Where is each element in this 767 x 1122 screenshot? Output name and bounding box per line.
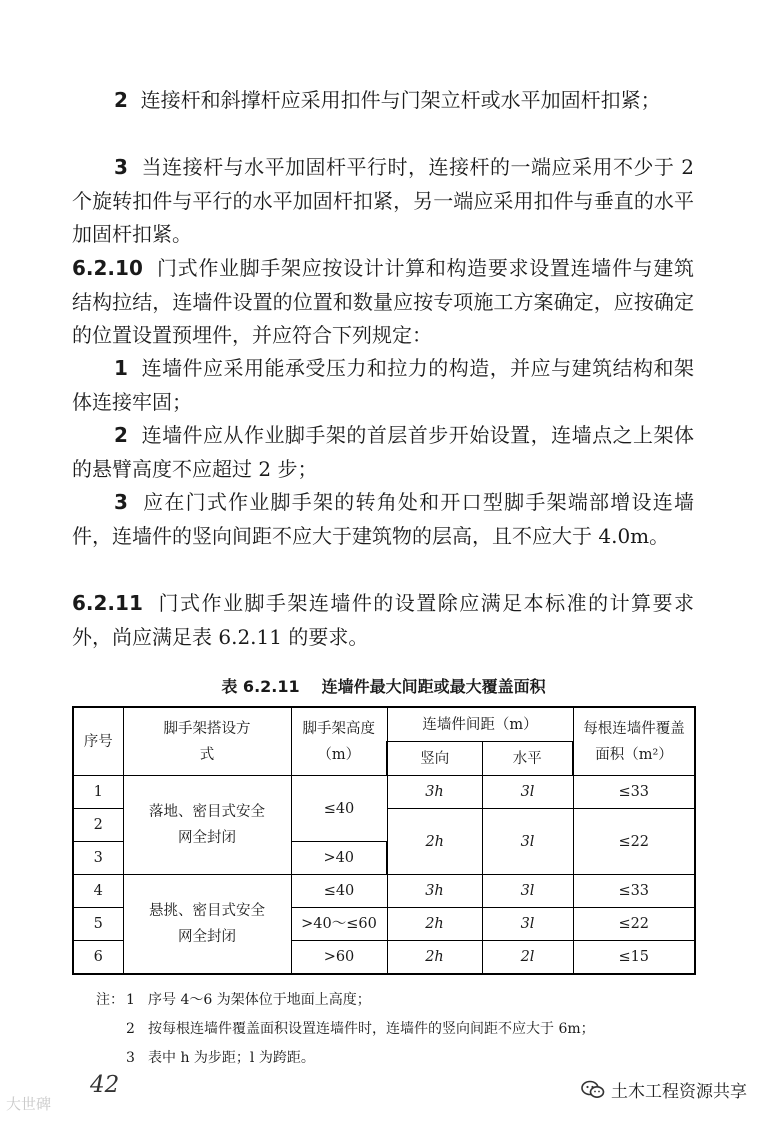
table-notes	[96, 986, 595, 1073]
table-row	[73, 875, 695, 908]
table-caption-number: 表 6.2.11	[221, 677, 300, 696]
note-text: 按每根连墙件覆盖面积设置连墙件时，连墙件的竖向间距不应大于 6m；	[148, 1021, 595, 1037]
section-text: 门式作业脚手架连墙件的设置除应满足本标准的计算要求外，尚应满足表 6.2.11 的要求。	[72, 591, 694, 649]
note-label: 注：	[96, 992, 124, 1008]
cell-area: ≤33	[573, 875, 695, 908]
header-vertical: 竖向	[387, 742, 482, 776]
clause-number: 3	[114, 155, 128, 179]
watermark-right-text: 土木工程资源共享	[611, 1082, 747, 1102]
note-number: 2	[126, 1021, 135, 1037]
table-caption-title: 连墙件最大间距或最大覆盖面积	[321, 677, 546, 696]
watermark-left	[6, 1093, 51, 1114]
clause-text: 连墙件应从作业脚手架的首层首步开始设置，连墙点之上架体的悬臂高度不应超过 2 步；	[72, 423, 694, 481]
cell-height: ≤40	[291, 875, 387, 908]
table-caption	[0, 674, 767, 697]
clause-text: 连墙件应采用能承受压力和拉力的构造，并应与建筑结构和架体连接牢固；	[72, 356, 694, 414]
cell-vertical: 3h	[387, 776, 482, 809]
cell-seq: 2	[73, 809, 123, 842]
note-item	[96, 1044, 595, 1073]
cell-seq: 3	[73, 842, 123, 875]
cell-area: ≤33	[573, 776, 695, 809]
page-number: 42	[90, 1072, 120, 1098]
section-text: 门式作业脚手架应按设计计算和构造要求设置连墙件与建筑结构拉结，连墙件设置的位置和数量应按专项施工方案确定，应按确定的位置设置预埋件，并应符合下列规定：	[72, 256, 695, 347]
cell-horizontal: 3l	[482, 776, 573, 809]
cell-seq: 6	[73, 941, 123, 975]
cell-vertical: 2h	[387, 908, 482, 941]
clause-paragraph	[72, 84, 694, 118]
clause-paragraph	[72, 151, 694, 252]
cell-horizontal: 3l	[482, 908, 573, 941]
cell-vertical: 2h	[387, 941, 482, 975]
watermark-right	[581, 1077, 747, 1102]
clause-number: 3	[114, 490, 128, 514]
spacing-table	[72, 706, 696, 975]
table-row	[73, 776, 695, 809]
cell-horizontal: 3l	[482, 875, 573, 908]
cell-method: 悬挑、密目式安全网全封闭	[123, 875, 291, 975]
note-item	[96, 1015, 595, 1044]
header-method: 脚手架搭设方式	[123, 707, 291, 776]
cell-horizontal: 3l	[482, 809, 573, 875]
clause-text: 应在门式作业脚手架的转角处和开口型脚手架端部增设连墙件，连墙件的竖向间距不应大于建筑物的层高，且不应大于 4.0m。	[72, 490, 694, 548]
note-text: 表中 h 为步距；l 为跨距。	[148, 1050, 315, 1066]
cell-area: ≤15	[573, 941, 695, 975]
header-height: 脚手架高度（m）	[291, 707, 387, 776]
cell-height: >40～≤60	[291, 908, 387, 941]
section-paragraph	[72, 587, 694, 654]
cell-vertical: 3h	[387, 875, 482, 908]
section-number: 6.2.10	[72, 256, 143, 280]
header-spacing: 连墙件间距（m）	[387, 707, 573, 742]
wechat-icon	[581, 1080, 605, 1100]
cell-seq: 1	[73, 776, 123, 809]
cell-height: >60	[291, 941, 387, 975]
note-number: 1	[126, 992, 135, 1008]
cell-vertical: 2h	[387, 809, 482, 875]
cell-seq: 4	[73, 875, 123, 908]
clause-text: 当连接杆与水平加固杆平行时，连接杆的一端应采用不少于 2 个旋转扣件与平行的水平加固杆扣紧，另一端应采用扣件与垂直的水平加固杆扣紧。	[72, 155, 694, 246]
cell-seq: 5	[73, 908, 123, 941]
section-number: 6.2.11	[72, 591, 143, 615]
cell-area: ≤22	[573, 809, 695, 875]
clause-number: 2	[114, 88, 128, 112]
note-number: 3	[126, 1050, 135, 1066]
cell-height: >40	[291, 842, 387, 875]
clause-paragraph	[72, 352, 694, 419]
header-area: 每根连墙件覆盖面积（m²）	[573, 707, 695, 776]
note-text: 序号 4～6 为架体位于地面上高度；	[148, 992, 371, 1008]
section-paragraph	[72, 252, 694, 353]
note-item	[96, 986, 595, 1015]
clause-paragraph	[72, 486, 694, 553]
clause-number: 2	[114, 423, 128, 447]
cell-method: 落地、密目式安全网全封闭	[123, 776, 291, 875]
watermark-left-text: 大世碑	[6, 1095, 52, 1113]
clause-number: 1	[114, 356, 128, 380]
cell-area: ≤22	[573, 908, 695, 941]
clause-text: 连接杆和斜撑杆应采用扣件与门架立杆或水平加固杆扣紧；	[140, 88, 661, 112]
clause-paragraph	[72, 419, 694, 486]
cell-height: ≤40	[291, 776, 387, 842]
header-horizontal: 水平	[482, 742, 573, 776]
cell-horizontal: 2l	[482, 941, 573, 975]
table-header-row	[73, 707, 695, 742]
header-seq: 序号	[73, 707, 123, 776]
